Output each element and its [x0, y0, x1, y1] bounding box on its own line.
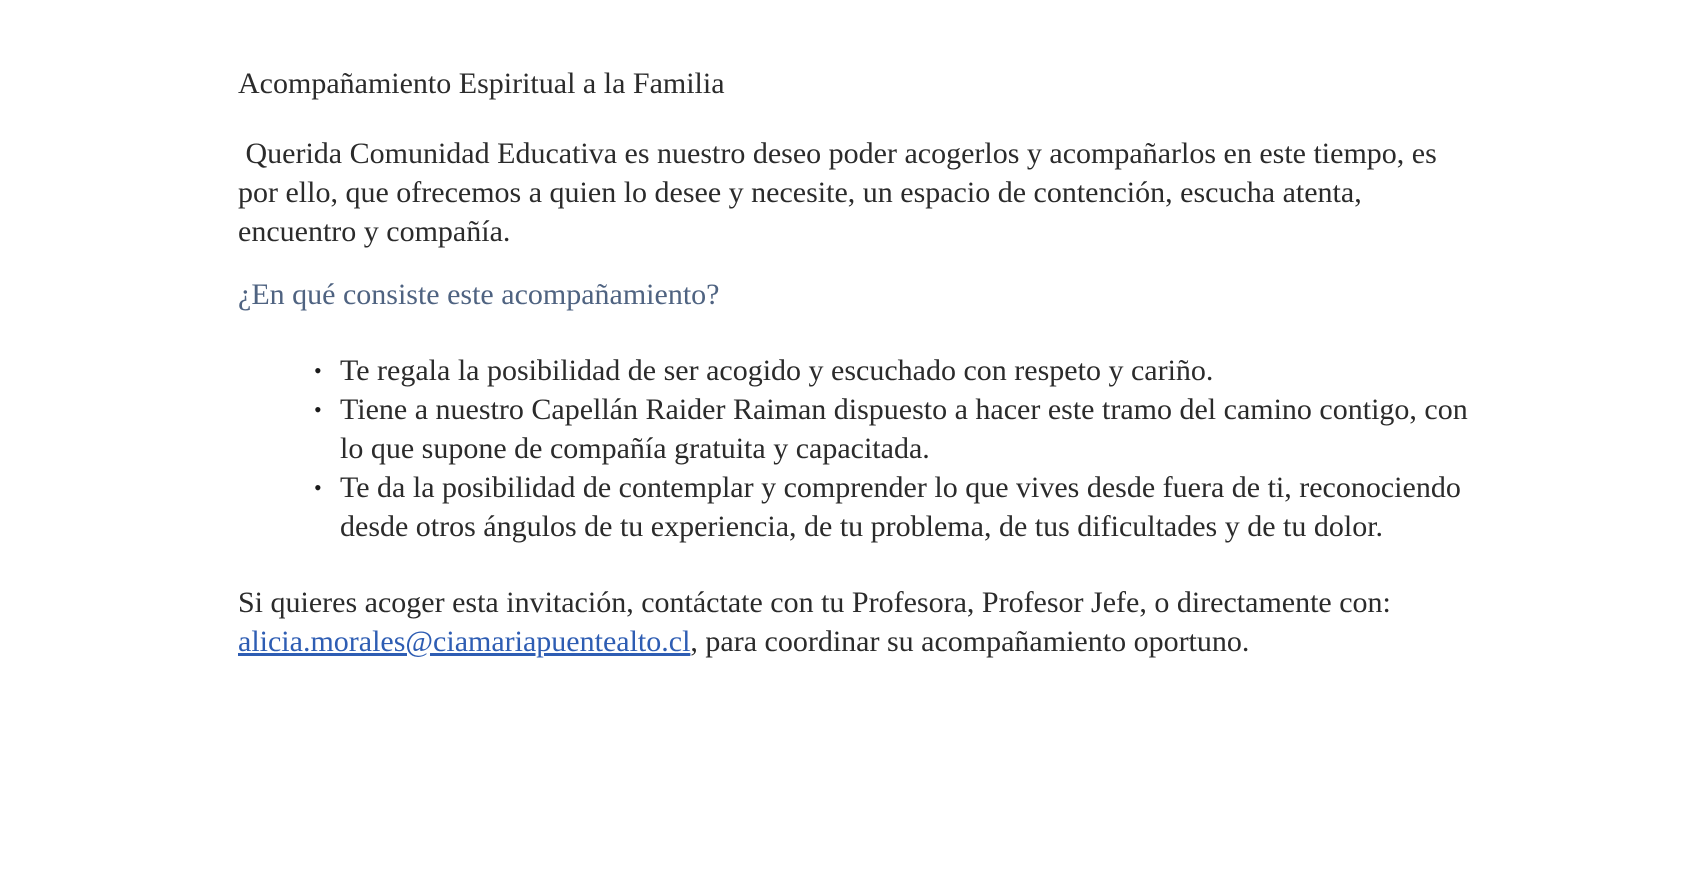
bullet-icon: •: [314, 358, 322, 383]
bullet-icon: •: [314, 475, 322, 500]
closing-prefix: Si quieres acoger esta invitación, contáctate con tu Profesora, Profesor Jefe, o directamente con:: [238, 586, 1391, 619]
intro-paragraph: [238, 134, 1468, 251]
list-item: [238, 390, 1468, 468]
list-item: [238, 351, 1468, 390]
closing-suffix: , para coordinar su acompañamiento oportuno.: [690, 625, 1250, 658]
intro-text: Querida Comunidad Educativa es nuestro deseo poder acogerlos y acompañarlos en este tiempo, es por ello, que ofrecemos a quien lo desee y necesite, un espacio de contención, escucha atenta, encuentro y compañía.: [238, 137, 1437, 248]
list-item: [238, 468, 1468, 546]
intro-leading-space: [238, 137, 246, 170]
list-item-text: Te da la posibilidad de contemplar y comprender lo que vives desde fuera de ti, reconociendo desde otros ángulos de tu experiencia, de tu problema, de tus dificultades y de tu dolor.: [340, 471, 1461, 543]
closing-paragraph: [238, 583, 1468, 661]
bullet-list: [238, 351, 1468, 546]
list-item-text: Te regala la posibilidad de ser acogido y escuchado con respeto y cariño.: [340, 354, 1214, 387]
list-item-text: Tiene a nuestro Capellán Raider Raiman dispuesto a hacer este tramo del camino contigo, con lo que supone de compañía gratuita y capacitada.: [340, 393, 1468, 465]
email-link[interactable]: alicia.morales@ciamariapuentealto.cl: [238, 625, 691, 658]
section-question: ¿En qué consiste este acompañamiento?: [238, 278, 720, 311]
bullet-icon: •: [314, 397, 322, 422]
document-body: [238, 64, 1468, 661]
document-title: Acompañamiento Espiritual a la Familia: [238, 67, 725, 100]
